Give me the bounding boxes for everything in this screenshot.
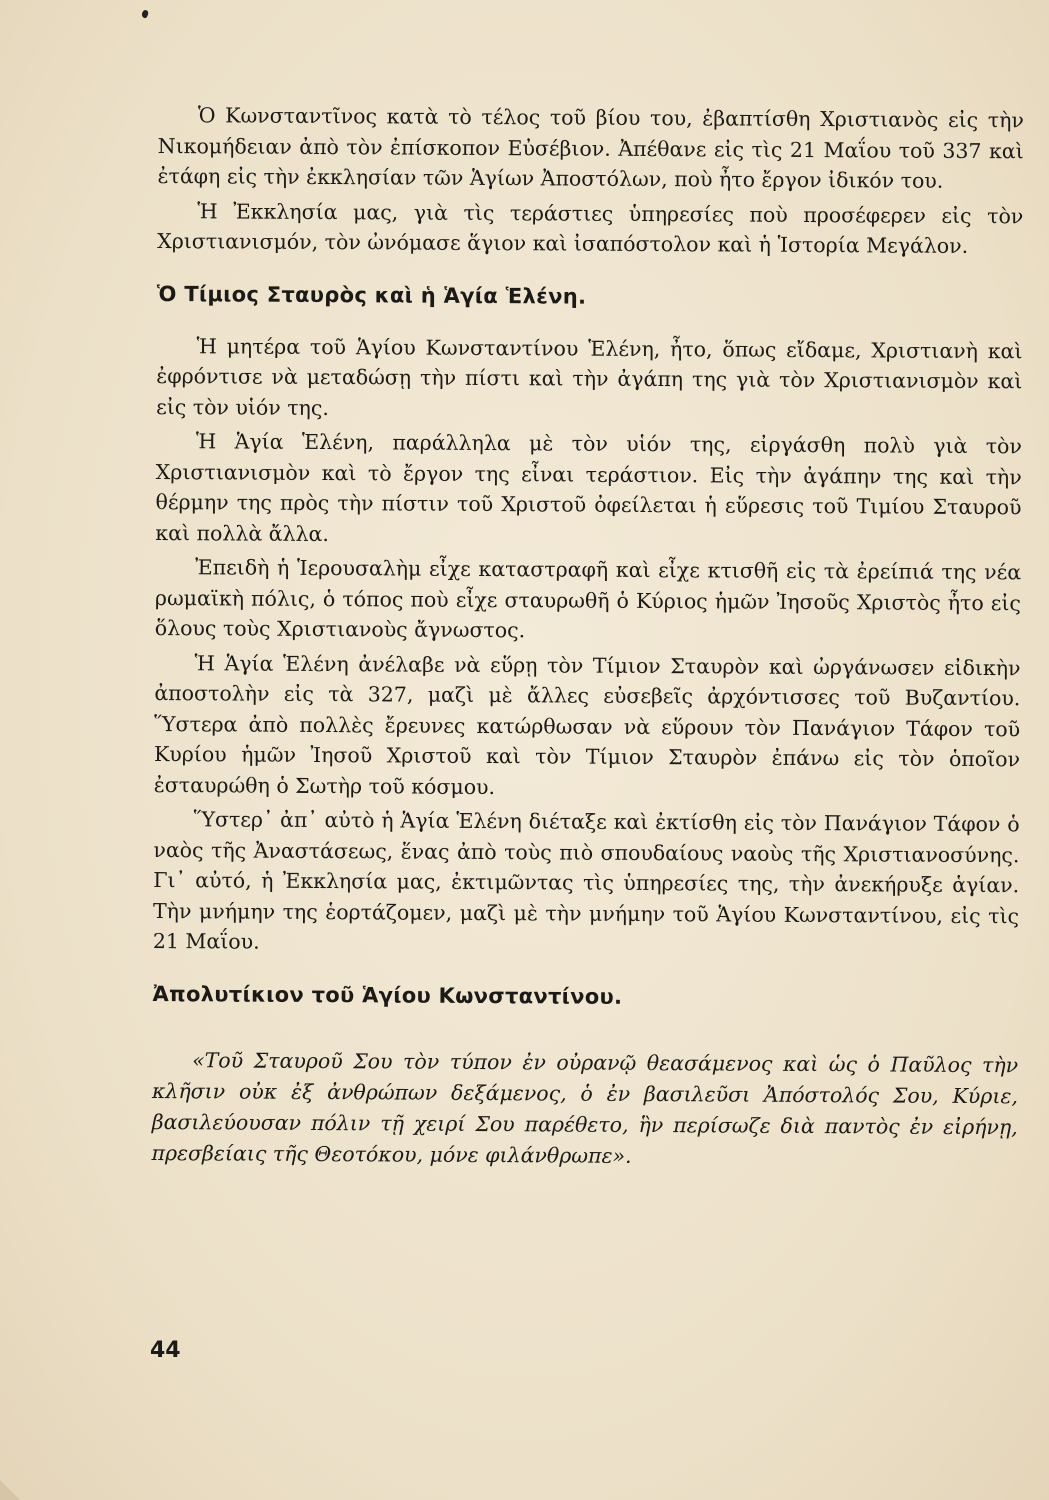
heading-apolytikion: Ἀπολυτίκιον τοῦ Ἁγίου Κωνσταντίνου. [152,981,623,1009]
paragraph-helena-work: Ἡ Ἁγία Ἑλένη, παράλληλα μὲ τὸν υἱόν της, εἰργάσθη πολὺ γιὰ τὸν Χριστιανισμὸν καὶ τὸ ἔργον της εἶναι τεράστιον. Εἰς τὴν ἀγάπην της καὶ τὴν θέρμην της πρὸς τὴν πίστιν τοῦ Χριστοῦ ὀφείλεται ἡ εὕρεσις τοῦ Τιμίου Σταυροῦ καὶ πολλὰ ἄλλα. [155,429,1022,546]
paragraph-mother-helena: Ἡ μητέρα τοῦ Ἁγίου Κωνσταντίνου Ἑλένη, ἦτο, ὅπως εἴδαμε, Χριστιανὴ καὶ ἐφρόντισε νὰ μεταδώσῃ τὴν πίστι καὶ τὴν ἀγάπη της γιὰ τὸν Χριστιανισμὸν καὶ εἰς τὸν υἱόν της. [156,333,1023,420]
paragraph-expedition: Ἡ Ἁγία Ἑλένη ἀνέλαβε νὰ εὕρῃ τὸν Τίμιον Σταυρὸν καὶ ὠργάνωσεν εἰδικὴν ἀποστολὴν εἰς τὰ 327, μαζὶ μὲ ἄλλες εὐσεβεῖς ἀρχόντισσες τοῦ Βυζαντίου. Ὕστερα ἀπὸ πολλὲς ἔρευνες κατώρθωσαν νὰ εὕρουν τὸν Πανάγιον Τάφον τοῦ Κυρίου ἡμῶν Ἰησοῦ Χριστοῦ καὶ τὸν Τίμιον Σταυρὸν ἐπάνω εἰς τὸν ὁποῖον ἐσταυρώθη ὁ Σωτὴρ τοῦ κόσμου. [153,650,1021,799]
paragraph-saint-title: Ἡ Ἐκκλησία μας, γιὰ τὶς τεράστιες ὑπηρεσίες ποὺ προσέφερεν εἰς τὸν Χριστιανισμόν, τὸν ὠνόμασε ἅγιον καὶ ἰσαπόστολον καὶ ἡ Ἱστορία Μεγάλον. [157,198,1024,258]
page-number: 44 [150,1338,181,1363]
paragraph-baptism: Ὁ Κωνσταντῖνος κατὰ τὸ τέλος τοῦ βίου του, ἐβαπτίσθη Χριστιανὸς εἰς τὴν Νικομήδειαν ἀπὸ τὸν ἐπίσκοπον Εὐσέβιον. Ἀπέθανε εἰς τὶς 21 Μαΐου τοῦ 337 καὶ ἐτάφη εἰς τὴν ἐκκλησίαν τῶν Ἁγίων Ἀποστόλων, ποὺ ἦτο ἔργον ἰδικόν του. [157,103,1024,193]
paragraph-resurrection-church: Ὕστερ᾽ ἀπ᾽ αὐτὸ ἡ Ἁγία Ἑλένη διέταξε καὶ ἐκτίσθη εἰς τὸν Πανάγιον Τάφον ὁ ναὸς τῆς Ἀναστάσεως, ἕνας ἀπὸ τοὺς πιὸ σπουδαίους ναοὺς τῆς Χριστιανοσύνης. Γι᾽ αὐτό, ἡ Ἐκκλησία μας, ἐκτιμῶντας τὶς ὑπηρεσίες της, τὴν ἀνεκήρυξε ἁγίαν. Τὴν μνήμην της ἑορτάζομεν, μαζὶ μὲ τὴν μνήμην τοῦ Ἁγίου Κωνσταντίνου, εἰς τὶς 21 Μαΐου. [152,807,1020,954]
page-content [151,100,1024,1174]
page-corner-shadow [0,1460,40,1500]
paragraph-jerusalem: Ἐπειδὴ ἡ Ἱερουσαλὴμ εἶχε καταστραφῆ καὶ εἶχε κτισθῆ εἰς τὰ ἐρείπιά της νέα ρωμαϊκὴ πόλις, ὁ τόπος ποὺ εἶχε σταυρωθῆ ὁ Κύριος ἡμῶν Ἰησοῦς Χριστὸς ἦτο εἰς ὅλους τοὺς Χριστιανοὺς ἄγνωστος. [154,555,1022,643]
heading-holy-cross: Ὁ Τίμιος Σταυρὸς καὶ ἡ Ἁγία Ἑλένη. [156,281,587,309]
hymn-text: «Τοῦ Σταυροῦ Σου τὸν τύπον ἐν οὐρανῷ θεασάμενος καὶ ὡς ὁ Παῦλος τὴν κλῆσιν οὐκ ἐξ ἀνθρώπων δεξάμενος, ὁ ἐν βασιλεῦσι Ἀπόστολός Σου, Κύριε, βασιλεύουσαν πόλιν τῇ χειρί Σου παρέθετο, ἣν περίσωζε διὰ παντὸς ἐν εἰρήνῃ, πρεσβείαις τῆς Θεοτόκου, μόνε φιλάνθρωπε». [151,1047,1019,1168]
ink-fleck [141,9,149,19]
